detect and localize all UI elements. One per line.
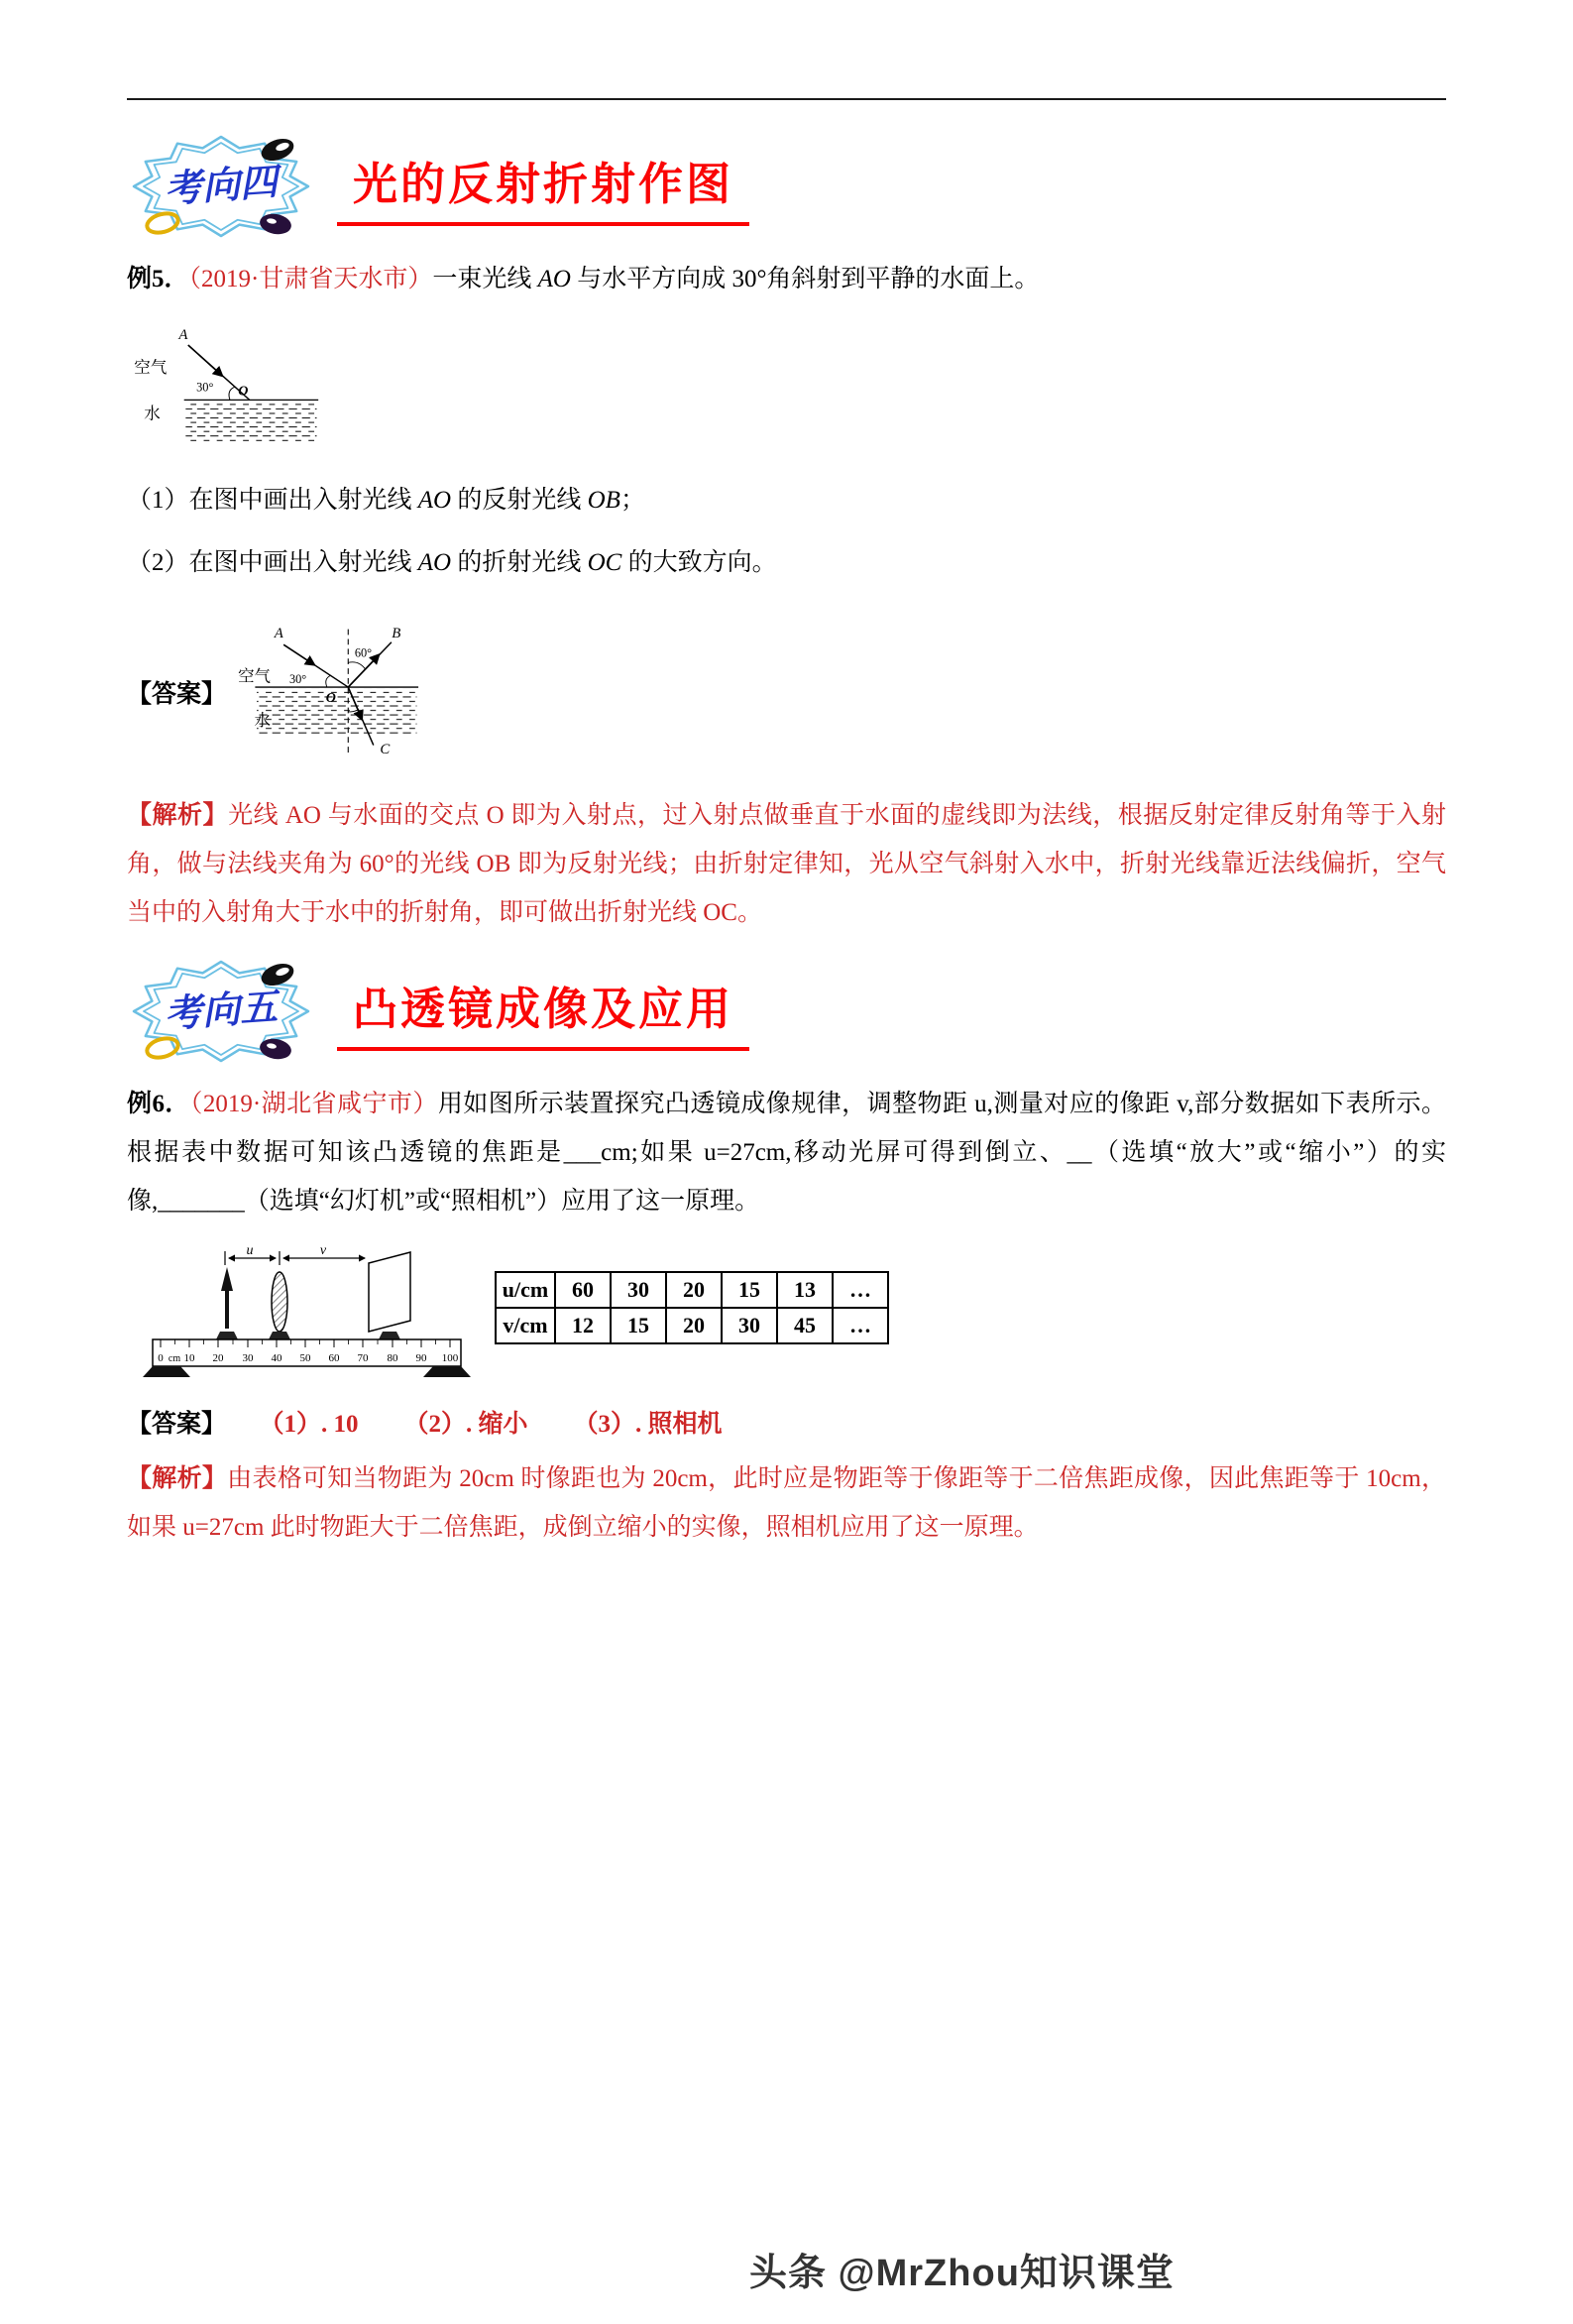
example6-source: （2019·湖北省咸宁市） bbox=[189, 1091, 438, 1117]
ruler-mark: 50 bbox=[299, 1352, 311, 1364]
table-cell: 15 bbox=[611, 1308, 666, 1343]
ruler-mark: 90 bbox=[415, 1352, 427, 1364]
analysis-label: 【解析】 bbox=[127, 802, 229, 829]
point-a-label: A bbox=[178, 327, 188, 344]
var-AO: AO bbox=[417, 549, 452, 576]
table-cell: … bbox=[833, 1308, 888, 1343]
analysis-label: 【解析】 bbox=[127, 1465, 228, 1492]
text-run: 用如图所示装置探究凸透镜成像规律，调整物距 u,测量对应的像距 v,部分数据如下表所示。根据表中数据可知该凸透镜的焦距是___cm;如果 u=27cm,移动光屏可得到倒立、__（选填“放大”或“缩小”）的实像,_______（选填“幻灯机”或“照相机”）应用了这一原理。 bbox=[127, 1091, 1446, 1215]
watermark: 头条 @MrZhou知识课堂 bbox=[749, 2253, 1175, 2294]
example5-source: （2019·甘肃省天水市） bbox=[188, 266, 433, 292]
answer-item-1: （1）. 10 bbox=[272, 1411, 359, 1438]
table-cell: … bbox=[833, 1272, 888, 1308]
v-label: v bbox=[319, 1245, 327, 1258]
text-run: ； bbox=[619, 487, 645, 514]
angle-30-arc bbox=[326, 676, 330, 688]
air-label: 空气 bbox=[134, 358, 168, 378]
badge-label: 考向五 bbox=[163, 987, 280, 1036]
ruler-mark: cm bbox=[168, 1353, 181, 1364]
text-run: （1）在图中画出入射光线 bbox=[127, 487, 418, 514]
badge-kaoxiang-4 bbox=[127, 132, 315, 241]
angle-30-label: 30° bbox=[196, 380, 214, 395]
text-run: 的大致方向。 bbox=[621, 549, 777, 576]
section4-header bbox=[127, 132, 1446, 241]
example6-figure bbox=[141, 1245, 1446, 1378]
table-cell: 20 bbox=[666, 1272, 722, 1308]
table-cell: 13 bbox=[777, 1272, 833, 1308]
badge-label: 考向四 bbox=[163, 162, 280, 211]
example5-question1 bbox=[127, 476, 1446, 524]
var-OC: OC bbox=[587, 549, 622, 576]
var-AO: AO bbox=[537, 266, 571, 292]
answer-label: 【答案】 bbox=[127, 1411, 227, 1438]
point-b-label: B bbox=[392, 625, 401, 641]
answer-item-2: （2）. 缩小 bbox=[403, 1411, 528, 1438]
row-header: v/cm bbox=[496, 1308, 555, 1343]
air-label: 空气 bbox=[238, 666, 272, 686]
point-c-label: C bbox=[380, 741, 391, 757]
u-label: u bbox=[246, 1245, 254, 1258]
var-OB: OB bbox=[587, 487, 620, 514]
table-cell: 60 bbox=[555, 1272, 611, 1308]
convex-lens bbox=[272, 1272, 287, 1332]
point-a-label: A bbox=[274, 625, 283, 641]
ruler-mark: 100 bbox=[441, 1352, 459, 1364]
reflection-refraction-answer-figure bbox=[232, 623, 425, 761]
analysis-text: 光线 AO 与水面的交点 O 即为入射点，过入射点做垂直于水面的虚线即为法线，根据反射定律反射角等于入射角，做与法线夹角为 60°的光线 OB 即为反射光线；由折射定律知，光从空气斜射入水中，折射光线靠近法线偏折，空气当中的入射角大于水中的折射角，即可做出折射光线 OC。 bbox=[127, 802, 1446, 926]
table-cell: 12 bbox=[555, 1308, 611, 1343]
water-label: 水 bbox=[144, 404, 161, 423]
section4-title: 光的反射折射作图 bbox=[337, 148, 749, 226]
angle-30-label: 30° bbox=[288, 671, 307, 686]
ruler-mark: 80 bbox=[387, 1352, 398, 1364]
water-hatch bbox=[185, 402, 316, 441]
example5-problem-figure bbox=[131, 325, 1446, 450]
candle-stand bbox=[216, 1332, 238, 1339]
table-row-v bbox=[496, 1308, 888, 1343]
top-divider bbox=[127, 98, 1446, 100]
water-label: 水 bbox=[254, 710, 272, 730]
example6-intro bbox=[127, 1080, 1446, 1225]
table-cell: 30 bbox=[722, 1308, 777, 1343]
bench-foot-right bbox=[423, 1366, 471, 1377]
angle-60-label: 60° bbox=[354, 645, 373, 660]
answer-label: 【答案】 bbox=[127, 681, 227, 708]
row-header: u/cm bbox=[496, 1272, 555, 1308]
example5-intro bbox=[127, 255, 1446, 303]
example5-analysis bbox=[127, 791, 1446, 937]
ruler-mark: 40 bbox=[271, 1352, 282, 1364]
section5-title: 凸透镜成像及应用 bbox=[337, 973, 749, 1051]
ruler-mark: 60 bbox=[328, 1352, 340, 1364]
screen-stand bbox=[379, 1332, 400, 1339]
point-o-label: O bbox=[325, 690, 336, 706]
text-run: 一束光线 bbox=[432, 266, 538, 292]
ruler-mark: 30 bbox=[242, 1352, 254, 1364]
table-row-u bbox=[496, 1272, 888, 1308]
section5-header bbox=[127, 957, 1446, 1066]
uv-data-table bbox=[495, 1271, 889, 1344]
analysis-text: 由表格可知当物距为 20cm 时像距也为 20cm，此时应是物距等于像距等于二倍焦距成像，因此焦距等于 10cm，如果 u=27cm 此时物距大于二倍焦距，成倒立缩小的实像，照相机应用了这一原理。 bbox=[127, 1465, 1446, 1541]
screen bbox=[369, 1252, 410, 1332]
example5-answer bbox=[127, 623, 1446, 761]
table-cell: 20 bbox=[666, 1308, 722, 1343]
incident-ray-figure bbox=[131, 325, 319, 445]
lens-stand bbox=[269, 1332, 290, 1339]
example6-label: 例6． bbox=[127, 1091, 190, 1117]
example5-label: 例5． bbox=[127, 266, 189, 292]
optical-bench-figure bbox=[141, 1245, 473, 1378]
water-hatch bbox=[254, 689, 416, 737]
example6-analysis bbox=[127, 1454, 1446, 1552]
text-run: 的折射光线 bbox=[451, 549, 588, 576]
text-run: （2）在图中画出入射光线 bbox=[127, 549, 418, 576]
example6-answer bbox=[127, 1400, 1446, 1449]
candle-object bbox=[221, 1267, 233, 1329]
example5-question2 bbox=[127, 538, 1446, 587]
angle-arc bbox=[229, 387, 235, 400]
badge-star-icon bbox=[127, 132, 315, 241]
document-page bbox=[0, 98, 1573, 1552]
table-cell: 15 bbox=[722, 1272, 777, 1308]
var-AO: AO bbox=[417, 487, 452, 514]
ruler-mark: 20 bbox=[212, 1352, 224, 1364]
ruler-mark: 10 bbox=[183, 1352, 195, 1364]
bench-foot-left bbox=[143, 1366, 190, 1377]
angle-60-arc bbox=[348, 662, 365, 669]
text-run: 的反射光线 bbox=[451, 487, 588, 514]
text-run: 与水平方向成 30°角斜射到平静的水面上。 bbox=[570, 266, 1040, 292]
table-cell: 30 bbox=[611, 1272, 666, 1308]
answer-item-3: （3）. 照相机 bbox=[573, 1411, 723, 1438]
badge-kaoxiang-5 bbox=[127, 957, 315, 1066]
badge-star-icon bbox=[127, 957, 315, 1066]
ruler-mark: 0 bbox=[158, 1352, 164, 1364]
point-o-label: O bbox=[238, 383, 249, 400]
table-cell: 45 bbox=[777, 1308, 833, 1343]
ruler-mark: 70 bbox=[357, 1352, 369, 1364]
